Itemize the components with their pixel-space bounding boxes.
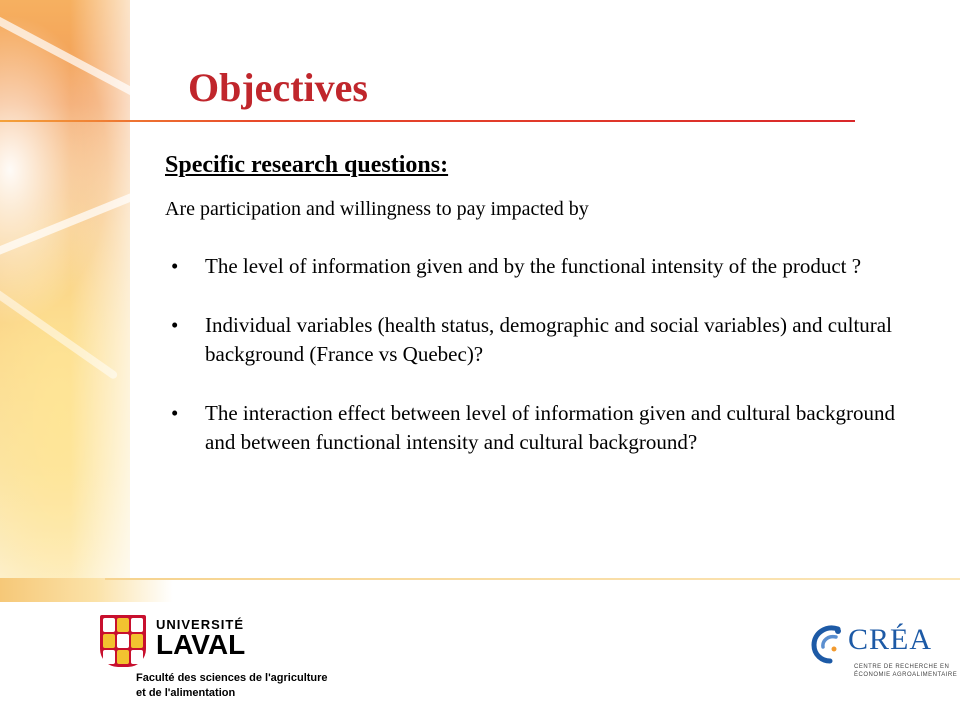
bullet-list xyxy=(165,252,905,487)
bullet-icon: • xyxy=(171,313,179,337)
slide-subtitle: Specific research questions: xyxy=(165,152,449,178)
bullet-icon: • xyxy=(171,401,179,425)
laval-logo-line2: LAVAL xyxy=(156,629,246,660)
title-divider xyxy=(0,120,855,122)
laval-logo-line1: UNIVERSITÉ xyxy=(156,617,245,632)
crea-logo-name: CRÉA xyxy=(848,623,933,656)
bullet-item xyxy=(165,252,905,281)
laval-faculty-line1: Faculté des sciences de l'agriculture xyxy=(136,672,328,684)
intro-text: Are participation and willingness to pay impacted by xyxy=(165,198,589,220)
laval-faculty-line2: et de l'alimentation xyxy=(136,687,236,699)
laval-faculty-text xyxy=(136,671,396,701)
bullet-item xyxy=(165,399,905,457)
crea-sub-line1: CENTRE DE RECHERCHE EN xyxy=(854,664,950,670)
bullet-item xyxy=(165,311,905,369)
footer-band xyxy=(0,578,960,602)
crea-logo-subtitle xyxy=(854,663,960,679)
bullet-text: The interaction effect between level of information given and cultural background and between functional intensity and cultural background? xyxy=(205,401,896,454)
bullet-text: The level of information given and by the functional intensity of the product ? xyxy=(205,254,862,278)
footer-rule xyxy=(105,578,960,580)
laval-shield-icon xyxy=(100,615,146,667)
crea-sub-line2: ÉCONOMIE AGROALIMENTAIRE xyxy=(854,672,958,678)
slide-title: Objectives xyxy=(188,65,368,110)
bullet-icon: • xyxy=(171,254,179,278)
bullet-text: Individual variables (health status, demographic and social variables) and cultural background (France vs Quebec)? xyxy=(205,313,892,366)
crea-swirl-icon xyxy=(808,623,850,665)
